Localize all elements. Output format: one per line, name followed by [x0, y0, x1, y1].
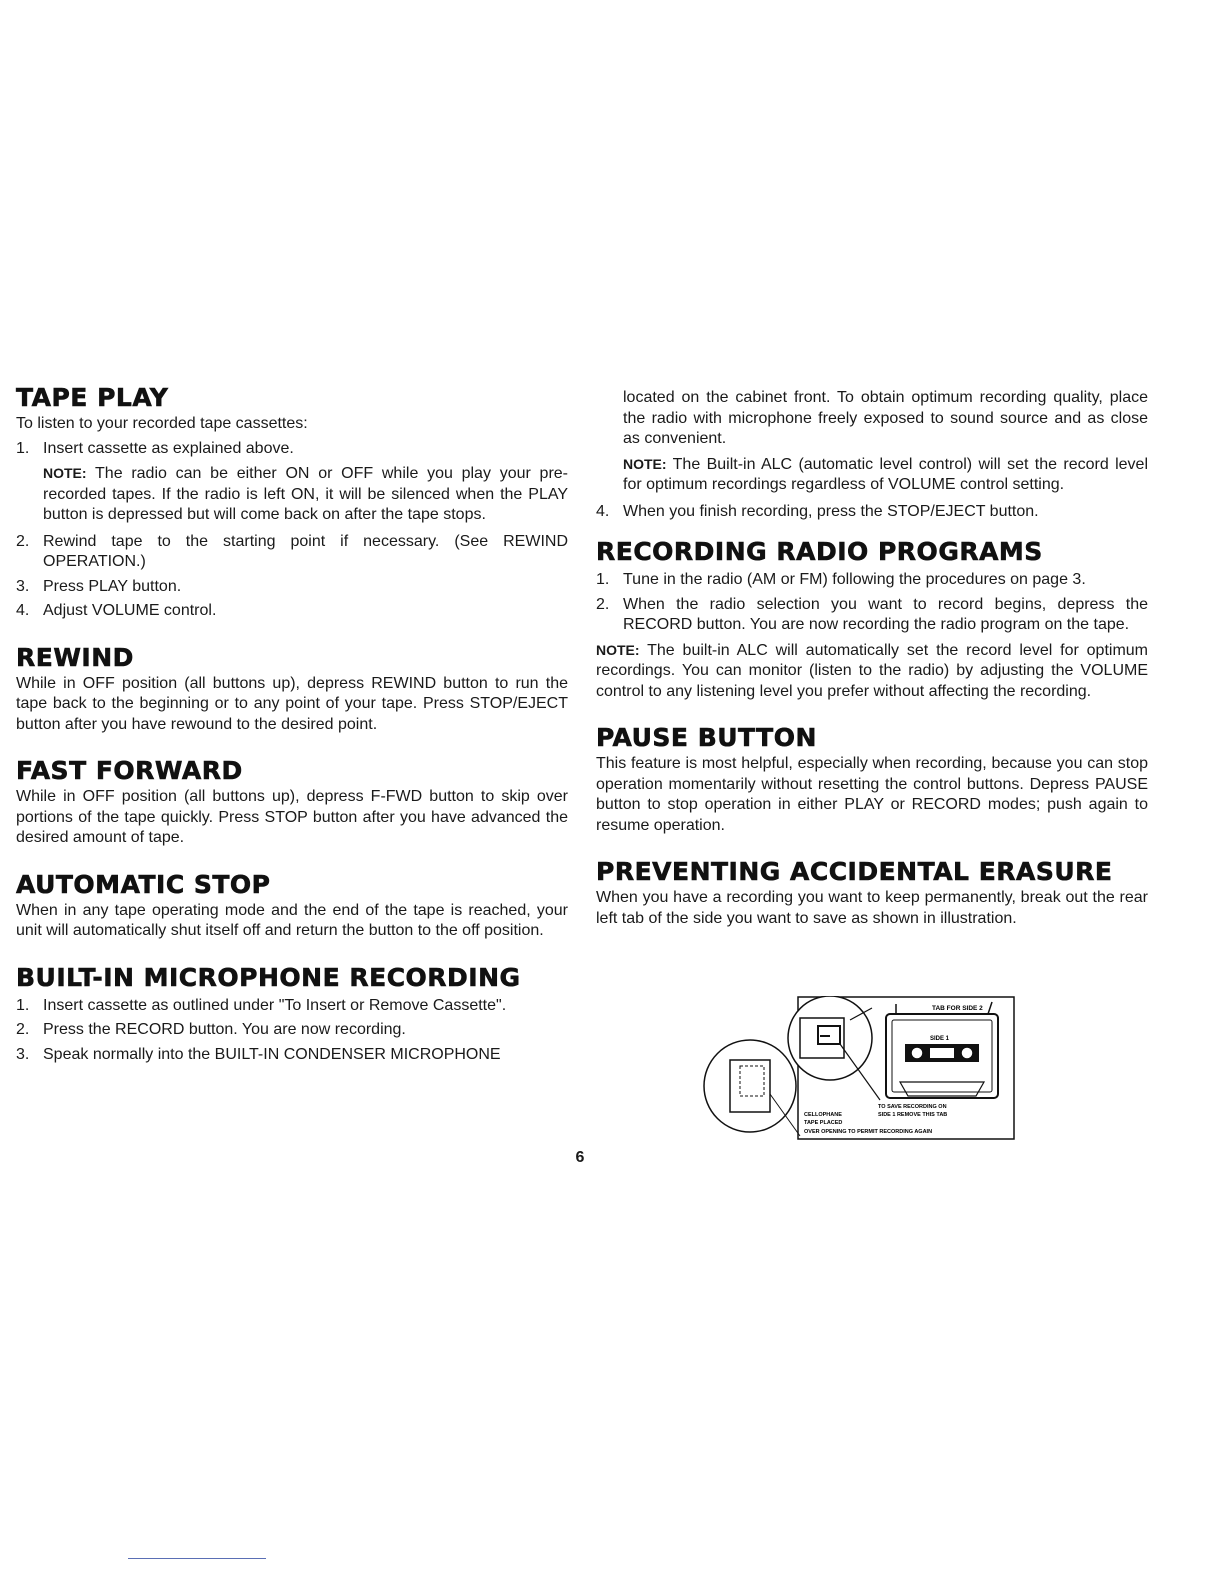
label-save-1: TO SAVE RECORDING ON: [878, 1104, 947, 1110]
right-column: [596, 388, 1148, 951]
recording-radio-list: [596, 570, 1148, 636]
label-save-2: SIDE 1 REMOVE THIS TAB: [878, 1112, 948, 1118]
right-reel: [961, 1047, 973, 1059]
heading-rewind: REWIND: [16, 642, 134, 672]
heading-preventing-erasure: PREVENTING ACCIDENTAL ERASURE: [596, 857, 1113, 886]
list-item: 4. When you finish recording, press the STOP/EJECT button.: [596, 502, 1039, 520]
pause-button-text: This feature is most helpful, especially when recording, because you can stop operation momentarily without resetting the control buttons. Depress PAUSE button to stop operation in either PLAY or RECORD modes; push again to resume operation.: [596, 755, 1148, 834]
list-item: 2. Press the RECORD button. You are now recording.: [16, 1021, 406, 1038]
fast-forward-text: While in OFF position (all buttons up), depress F-FWD button to skip over portions of the tape quickly. Press STOP button after you have advanced the desired amount of tape.: [16, 788, 568, 846]
magnifier-circle-bottom: [704, 1040, 796, 1132]
recording-radio-note: NOTE: The built-in ALC will automatically set the record level for optimum recordings. You can monitor (listen to the radio) by adjusting the VOLUME control to any listening level you prefer without affecting the recording.: [596, 641, 1149, 700]
list-item: 3. Speak normally into the BUILT-IN CONDENSER MICROPHONE: [16, 1045, 501, 1063]
label-cellophane-1: CELLOPHANE: [804, 1112, 842, 1118]
section-builtin-mic: [16, 964, 568, 1066]
list-item: 1. Insert cassette as outlined under "To Insert or Remove Cassette".: [16, 996, 507, 1014]
mic-continued-list: [596, 502, 1148, 523]
section-automatic-stop: [16, 871, 568, 942]
tape-play-intro: To listen to your recorded tape cassettes:: [16, 415, 308, 432]
left-reel: [911, 1047, 923, 1059]
heading-pause-button: PAUSE BUTTON: [596, 723, 817, 752]
tape-play-list: [16, 439, 568, 460]
section-fast-forward: [16, 757, 568, 849]
section-recording-radio: [596, 538, 1148, 702]
list-item: 2. Rewind tape to the starting point if necessary. (See REWIND OPERATION.): [16, 532, 568, 570]
heading-tape-play: TAPE PLAY: [16, 383, 169, 412]
list-item: 2. When the radio selection you want to record begins, depress the RECORD button. You are now recording the radio program on the tape.: [596, 595, 1148, 633]
heading-fast-forward: FAST FORWARD: [16, 756, 243, 785]
tape-play-note: NOTE: The radio can be either ON or OFF while you play your pre-recorded tapes. If the radio is left ON, it will be silenced when the PLAY button is depressed but will come back on after the tape stops.: [43, 465, 569, 523]
section-preventing-erasure: [596, 858, 1148, 929]
builtin-mic-list: [16, 996, 568, 1066]
heading-recording-radio: RECORDING RADIO PROGRAMS: [596, 537, 1043, 566]
footer-rule: [128, 1558, 266, 1559]
section-rewind: [16, 644, 568, 736]
label-tab-side-2: TAB FOR SIDE 2: [932, 1005, 983, 1012]
list-item: 4. Adjust VOLUME control.: [16, 602, 217, 619]
list-item: 1. Tune in the radio (AM or FM) following the procedures on page 3.: [596, 571, 1086, 588]
mic-continued-text: located on the cabinet front. To obtain optimum recording quality, place the radio with microphone freely exposed to sound source and as close as convenient.: [623, 389, 1148, 447]
list-item: 1. Insert cassette as explained above.: [16, 439, 294, 457]
left-column: [16, 384, 568, 1087]
label-side-1: SIDE 1: [930, 1036, 950, 1042]
heading-builtin-mic: BUILT-IN MICROPHONE RECORDING: [16, 962, 521, 992]
cassette-illustration: [700, 996, 1016, 1142]
label-cellophane-2: TAPE PLACED: [804, 1120, 843, 1126]
tape-play-list-continued: [16, 532, 568, 622]
rewind-text: While in OFF position (all buttons up), depress REWIND button to run the tape back to the beginning or to any point of your tape. Press STOP/EJECT button after you have rewound to the desired point.: [16, 674, 568, 733]
cassette-tab-diagram: [700, 996, 1016, 1142]
heading-automatic-stop: AUTOMATIC STOP: [16, 869, 271, 899]
preventing-erasure-text: When you have a recording you want to keep permanently, break out the rear left tab of the side you want to save as shown in illustration.: [596, 889, 1148, 927]
section-mic-continued: [596, 388, 1148, 522]
section-pause-button: [596, 724, 1148, 836]
page-number: 6: [575, 1149, 585, 1166]
list-item: 3. Press PLAY button.: [16, 577, 182, 595]
automatic-stop-text: When in any tape operating mode and the end of the tape is reached, your unit will automatically shut itself off and return the button to the off position.: [16, 901, 568, 939]
section-tape-play: [16, 384, 568, 622]
label-cellophane-3: OVER OPENING TO PERMIT RECORDING AGAIN: [804, 1129, 933, 1135]
mic-continued-note: NOTE: The Built-in ALC (automatic level control) will set the record level for optimum recordings regardless of VOLUME control setting.: [623, 455, 1149, 493]
